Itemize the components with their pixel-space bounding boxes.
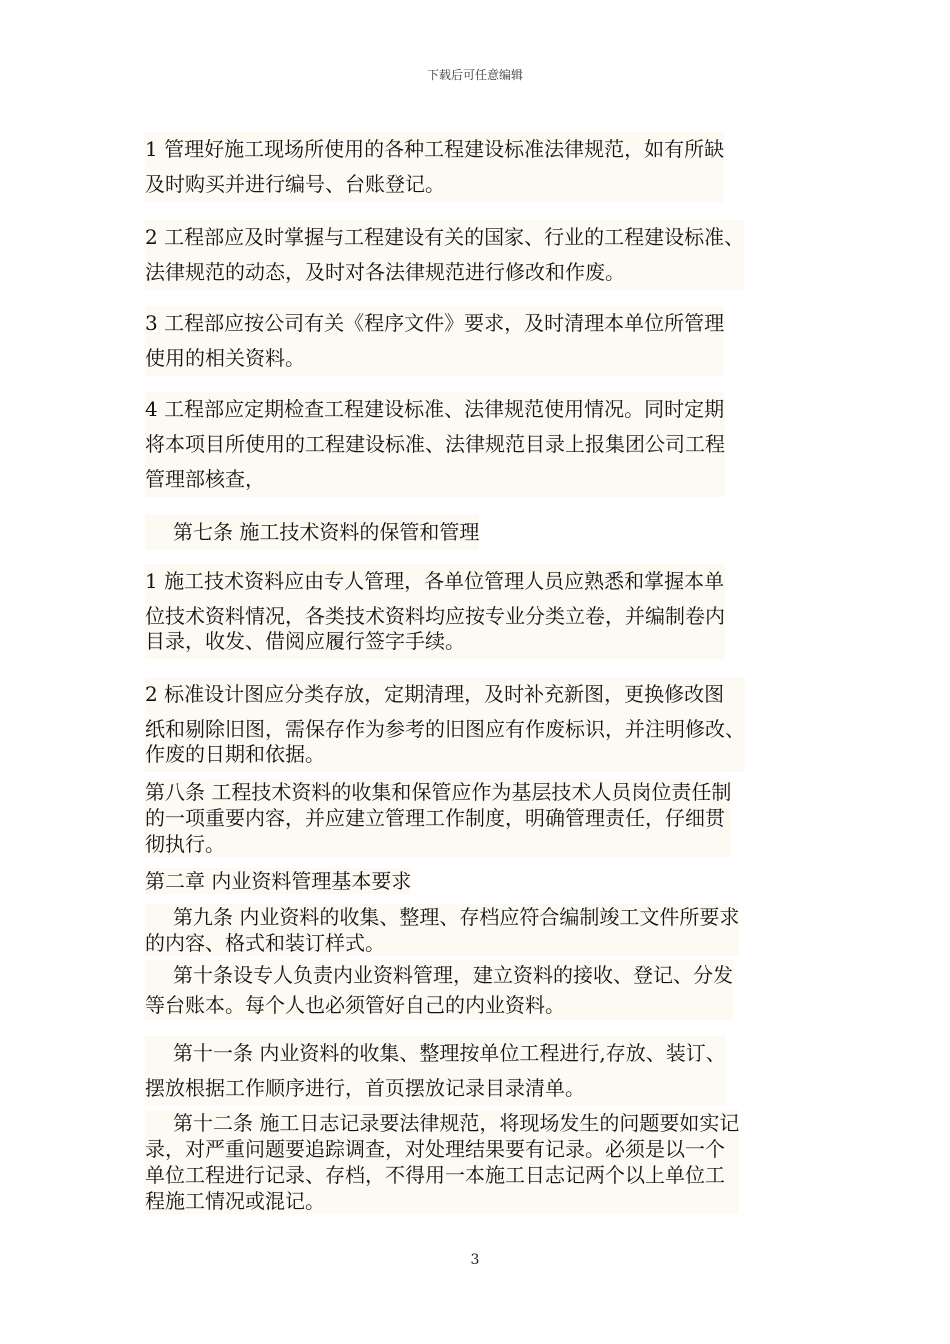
paragraph-line: 管理部核查， bbox=[145, 467, 265, 491]
paragraph-line: 第九条 内业资料的收集、整理、存档应符合编制竣工文件所要求 bbox=[173, 905, 740, 929]
paragraph-line: 的内容、格式和装订样式。 bbox=[145, 931, 385, 955]
article-12 bbox=[145, 1110, 739, 1214]
paragraph-line: 使用的相关资料。 bbox=[145, 346, 305, 370]
paragraph-line: 法律规范的动态，及时对各法律规范进行修改和作废。 bbox=[145, 260, 625, 284]
paragraph-line: 2 工程部应及时掌握与工程建设有关的国家、行业的工程建设标准、 bbox=[145, 225, 745, 249]
paragraph-line: 4 工程部应定期检查工程建设标准、法律规范使用情况。同时定期 bbox=[145, 397, 725, 421]
paragraph-line: 的一项重要内容，并应建立管理工作制度，明确管理责任，仔细贯 bbox=[145, 806, 725, 830]
page-number: 3 bbox=[470, 1252, 480, 1268]
paragraph-line: 将本项目所使用的工程建设标准、法律规范目录上报集团公司工程 bbox=[145, 432, 725, 456]
paragraph-line: 第十一条 内业资料的收集、整理按单位工程进行,存放、装订、 bbox=[173, 1041, 726, 1065]
paragraph-line: 3 工程部应按公司有关《程序文件》要求，及时清理本单位所管理 bbox=[145, 311, 725, 335]
paragraph-line: 目录，收发、借阅应履行签字手续。 bbox=[145, 629, 465, 653]
paragraph-line: 第十二条 施工日志记录要法律规范，将现场发生的问题要如实记 bbox=[173, 1111, 740, 1135]
paragraph-line: 录，对严重问题要追踪调查，对处理结果要有记录。必须是以一个 bbox=[145, 1137, 725, 1161]
article-9 bbox=[145, 904, 739, 956]
article-7-heading bbox=[145, 515, 479, 550]
paragraph-line: 等台账本。每个人也必须管好自己的内业资料。 bbox=[145, 993, 565, 1017]
article-8 bbox=[145, 779, 731, 857]
paragraph-line: 第十条设专人负责内业资料管理，建立资料的接收、登记、分发 bbox=[173, 963, 733, 987]
paragraph-line: 单位工程进行记录、存档，不得用一本施工日志记两个以上单位工 bbox=[145, 1163, 725, 1187]
chapter-2-heading bbox=[145, 868, 411, 894]
paragraph-line: 作废的日期和依据。 bbox=[145, 742, 325, 766]
paragraph-line: 位技术资料情况，各类技术资料均应按专业分类立卷，并编制卷内 bbox=[145, 604, 725, 628]
paragraph-line: 彻执行。 bbox=[145, 832, 225, 856]
paragraph-line: 摆放根据工作顺序进行，首页摆放记录目录清单。 bbox=[145, 1076, 585, 1100]
paragraph-line: 1 管理好施工现场所使用的各种工程建设标准法律规范，如有所缺 bbox=[145, 137, 725, 161]
article-10 bbox=[145, 960, 733, 1020]
paragraph-7-2 bbox=[145, 677, 745, 772]
paragraph-line: 2 标准设计图应分类存放，定期清理，及时补充新图，更换修改图 bbox=[145, 682, 725, 706]
article-11 bbox=[145, 1036, 726, 1106]
paragraph-7-1 bbox=[145, 564, 725, 659]
paragraph-1 bbox=[145, 132, 724, 202]
paragraph-2 bbox=[145, 220, 744, 290]
paragraph-line: 第八条 工程技术资料的收集和保管应作为基层技术人员岗位责任制 bbox=[145, 780, 732, 804]
paragraph-3 bbox=[145, 306, 724, 376]
paragraph-line: 程施工情况或混记。 bbox=[145, 1189, 325, 1213]
paragraph-4 bbox=[145, 392, 725, 497]
paragraph-line: 第七条 施工技术资料的保管和管理 bbox=[173, 520, 480, 544]
paragraph-line: 1 施工技术资料应由专人管理，各单位管理人员应熟悉和掌握本单 bbox=[145, 569, 725, 593]
paragraph-line: 纸和剔除旧图，需保存作为参考的旧图应有作废标识，并注明修改、 bbox=[145, 717, 745, 741]
paragraph-line: 及时购买并进行编号、台账登记。 bbox=[145, 172, 445, 196]
paragraph-line: 第二章 内业资料管理基本要求 bbox=[145, 869, 412, 893]
page-header: 下载后可任意编辑 bbox=[426, 68, 523, 82]
